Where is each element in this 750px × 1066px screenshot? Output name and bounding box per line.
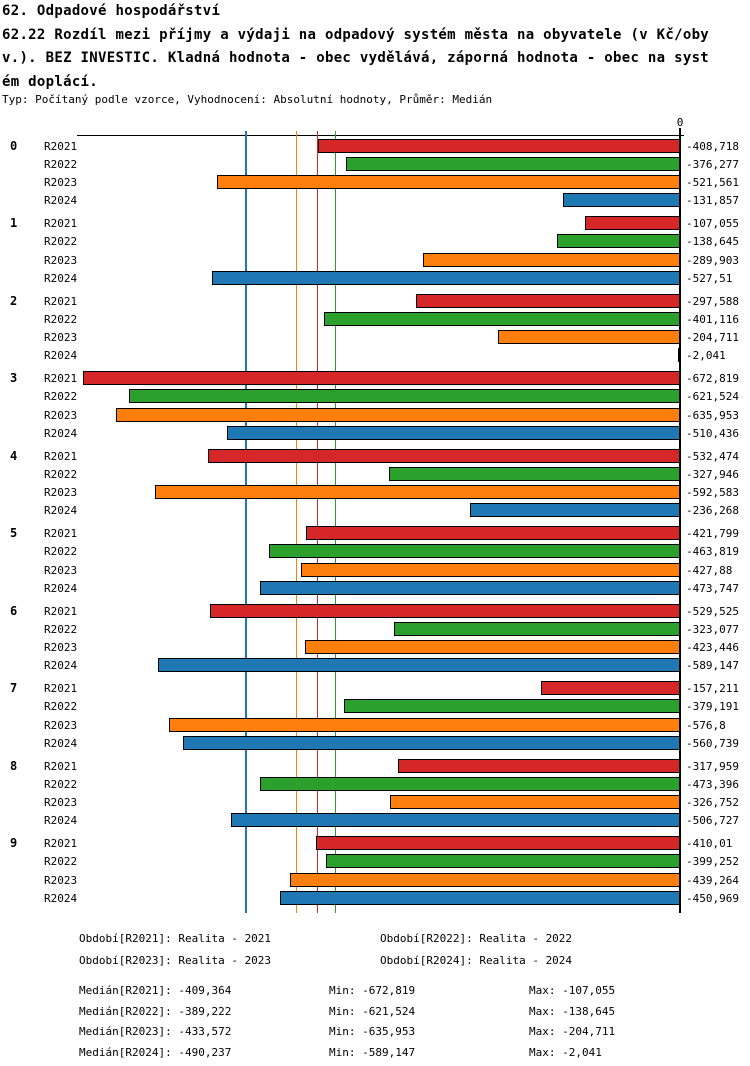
row-label: R2024 (44, 271, 78, 285)
row-label: R2024 (44, 736, 78, 750)
bar-r2022-group-1 (557, 234, 680, 248)
stat-median-r2024: Medián[R2024]: -490,237 (79, 1046, 232, 1059)
bar-value-label: -376,277 (686, 157, 739, 171)
row-label: R2022 (44, 622, 78, 636)
group-label: 7 (10, 681, 18, 695)
bar-value-label: -527,51 (686, 271, 733, 285)
row-label: R2024 (44, 349, 78, 363)
stat-median-r2023: Medián[R2023]: -433,572 (79, 1025, 232, 1038)
stat-min-r2024: Min: -589,147 (329, 1046, 416, 1059)
bar-r2023-group-0 (217, 175, 680, 189)
bar-r2024-group-3 (227, 426, 680, 440)
bar-r2024-group-4 (470, 503, 680, 517)
row-label: R2021 (44, 759, 78, 773)
legend-item-r2023: Období[R2023]: Realita - 2023 (79, 954, 272, 967)
bar-value-label: -589,147 (686, 659, 739, 673)
row-label: R2021 (44, 682, 78, 695)
legend-item-r2021: Období[R2021]: Realita - 2021 (79, 932, 272, 945)
group-label: 1 (10, 216, 18, 230)
bar-value-label: -521,561 (686, 176, 739, 190)
bar-value-label: -410,01 (686, 837, 733, 850)
row-label: R2022 (44, 777, 78, 791)
row-label: R2024 (44, 814, 78, 828)
legend-item-r2022: Období[R2022]: Realita - 2022 (380, 932, 573, 945)
bar-r2021-group-6 (210, 604, 680, 618)
bar-r2023-group-7 (169, 718, 680, 732)
bar-value-label: -450,969 (686, 891, 739, 905)
bar-value-label: -379,191 (686, 700, 739, 714)
stat-min-r2023: Min: -635,953 (329, 1025, 416, 1038)
group-label: 2 (10, 293, 18, 308)
row-label: R2023 (44, 253, 78, 267)
bar-r2023-group-9 (290, 873, 680, 887)
bar-value-label: -327,946 (686, 467, 739, 481)
row-label: R2023 (44, 718, 78, 732)
stat-max-r2022: Max: -138,645 (529, 1005, 616, 1018)
bar-value-label: -131,857 (686, 194, 739, 208)
bar-value-label: -672,819 (686, 372, 739, 385)
report-title: 62. Odpadové hospodářství (2, 3, 221, 19)
bar-value-label: -326,752 (686, 796, 739, 810)
bar-value-label: -635,953 (686, 408, 739, 422)
row-label: R2024 (44, 891, 78, 905)
stat-min-r2021: Min: -672,819 (329, 984, 416, 997)
group-label: 9 (10, 836, 18, 850)
bar-value-label: -236,268 (686, 504, 739, 518)
bar-r2024-group-8 (231, 813, 680, 827)
row-label: R2023 (44, 486, 78, 500)
zero-axis-label: 0 (676, 116, 684, 129)
bar-value-label: -399,252 (686, 855, 739, 869)
bar-r2023-group-1 (423, 253, 680, 267)
row-label: R2024 (44, 504, 78, 518)
bar-r2023-group-4 (155, 485, 680, 499)
bar-value-label: -421,799 (686, 527, 739, 540)
bar-value-label: -408,718 (686, 139, 739, 153)
bar-value-label: -323,077 (686, 622, 739, 636)
median-line-r2021 (317, 131, 319, 913)
bar-value-label: -138,645 (686, 235, 739, 249)
row-label: R2022 (44, 312, 78, 326)
bar-value-label: -2,041 (686, 349, 726, 363)
bar-r2023-group-5 (301, 563, 680, 577)
row-label: R2023 (44, 796, 78, 810)
bar-r2022-group-2 (324, 312, 680, 326)
bar-r2022-group-8 (260, 777, 680, 791)
bar-r2022-group-3 (129, 389, 680, 403)
bar-r2023-group-8 (390, 795, 680, 809)
stat-max-r2023: Max: -204,711 (529, 1025, 616, 1038)
bar-r2023-group-2 (498, 330, 680, 344)
bar-r2024-group-7 (183, 736, 680, 750)
bar-value-label: -506,727 (686, 814, 739, 828)
bar-r2021-group-9 (316, 836, 680, 850)
bar-value-label: -439,264 (686, 873, 739, 887)
bar-value-label: -297,588 (686, 294, 739, 308)
bar-r2024-group-9 (280, 891, 680, 905)
row-label: R2022 (44, 545, 78, 559)
row-label: R2021 (44, 604, 78, 618)
row-label: R2021 (44, 449, 78, 463)
bar-value-label: -560,739 (686, 736, 739, 750)
row-label: R2022 (44, 700, 78, 714)
row-label: R2024 (44, 426, 78, 440)
group-label: 4 (10, 448, 18, 463)
stat-min-r2022: Min: -621,524 (329, 1005, 416, 1018)
bar-r2023-group-3 (116, 408, 680, 422)
median-line-r2024 (245, 131, 247, 913)
bar-r2022-group-9 (326, 854, 680, 868)
row-label: R2021 (44, 372, 78, 385)
row-label: R2022 (44, 157, 78, 171)
bar-r2024-group-6 (158, 658, 680, 672)
group-label: 8 (10, 758, 18, 773)
bar-r2023-group-6 (305, 640, 680, 654)
bar-value-label: -473,396 (686, 777, 739, 791)
indicator-desc-line3: ém doplácí. (2, 74, 99, 90)
row-label: R2024 (44, 659, 78, 673)
bar-r2022-group-6 (394, 622, 680, 636)
row-label: R2021 (44, 837, 78, 850)
report-meta: Typ: Počítaný podle vzorce, Vyhodnocení: Absolutní hodnoty, Průměr: Medián (2, 93, 493, 106)
bar-value-label: -107,055 (686, 217, 739, 230)
median-line-r2023 (296, 131, 298, 913)
bar-r2021-group-5 (306, 526, 680, 540)
bar-value-label: -427,88 (686, 563, 733, 577)
axis-top-line (77, 135, 684, 136)
row-label: R2022 (44, 235, 78, 249)
row-label: R2024 (44, 581, 78, 595)
bar-value-label: -157,211 (686, 682, 739, 695)
indicator-desc-line2: v.). BEZ INVESTIC. Kladná hodnota - obec vydělává, záporná hodnota - obec na syst (2, 50, 710, 66)
stat-max-r2021: Max: -107,055 (529, 984, 616, 997)
bar-value-label: -510,436 (686, 426, 739, 440)
group-label: 0 (10, 138, 18, 153)
row-label: R2023 (44, 408, 78, 422)
group-label: 5 (10, 526, 18, 540)
bar-r2021-group-4 (208, 449, 680, 463)
stat-median-r2021: Medián[R2021]: -409,364 (79, 984, 232, 997)
row-label: R2021 (44, 294, 78, 308)
bar-value-label: -529,525 (686, 604, 739, 618)
bar-r2022-group-7 (344, 699, 680, 713)
row-label: R2023 (44, 331, 78, 345)
bar-r2022-group-5 (269, 544, 680, 558)
bar-value-label: -532,474 (686, 449, 739, 463)
bar-r2021-group-8 (398, 759, 680, 773)
bar-r2021-group-2 (416, 294, 680, 308)
bar-r2021-group-3 (83, 371, 680, 385)
bar-r2024-group-1 (212, 271, 680, 285)
indicator-desc-line1: 62.22 Rozdíl mezi příjmy a výdaji na odpadový systém města na obyvatele (v Kč/oby (2, 27, 710, 43)
bar-value-label: -592,583 (686, 486, 739, 500)
bar-r2022-group-4 (389, 467, 680, 481)
bar-value-label: -289,903 (686, 253, 739, 267)
row-label: R2022 (44, 855, 78, 869)
group-label: 3 (10, 371, 18, 385)
row-label: R2024 (44, 194, 78, 208)
group-label: 6 (10, 603, 18, 618)
bar-value-label: -473,747 (686, 581, 739, 595)
row-label: R2022 (44, 467, 78, 481)
row-label: R2021 (44, 217, 78, 230)
bar-value-label: -204,711 (686, 331, 739, 345)
bar-value-label: -317,959 (686, 759, 739, 773)
legend-item-r2024: Období[R2024]: Realita - 2024 (380, 954, 573, 967)
row-label: R2021 (44, 527, 78, 540)
bar-value-label: -423,446 (686, 641, 739, 655)
bar-r2021-group-1 (585, 216, 680, 230)
bar-r2024-group-0 (563, 193, 680, 207)
bar-value-label: -621,524 (686, 390, 739, 404)
bar-r2022-group-0 (346, 157, 680, 171)
bar-r2021-group-7 (541, 681, 680, 695)
bar-value-label: -463,819 (686, 545, 739, 559)
row-label: R2023 (44, 563, 78, 577)
bar-r2021-group-0 (318, 139, 680, 153)
bar-value-label: -401,116 (686, 312, 739, 326)
row-label: R2022 (44, 390, 78, 404)
bar-r2024-group-5 (260, 581, 680, 595)
bar-value-label: -576,8 (686, 718, 726, 732)
stat-max-r2024: Max: -2,041 (529, 1046, 602, 1059)
row-label: R2021 (44, 139, 78, 153)
stat-median-r2022: Medián[R2022]: -389,222 (79, 1005, 232, 1018)
bar-r2024-group-2 (678, 348, 680, 362)
row-label: R2023 (44, 641, 78, 655)
median-line-r2022 (335, 131, 337, 913)
row-label: R2023 (44, 176, 78, 190)
row-label: R2023 (44, 873, 78, 887)
